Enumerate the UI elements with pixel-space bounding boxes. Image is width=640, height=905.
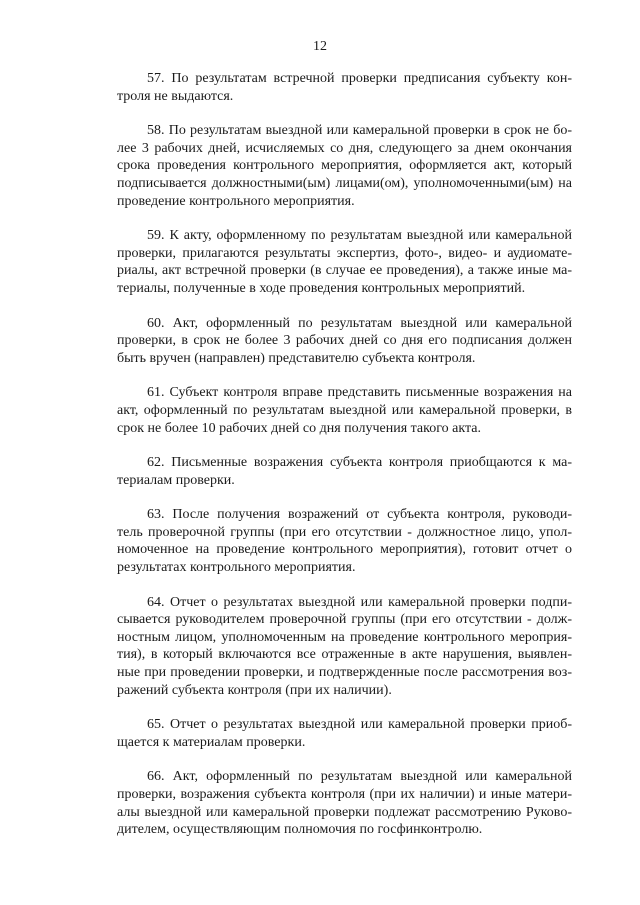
paragraph-line: тель проверочной группы (при его отсутствии - должностное лицо, упол- bbox=[117, 524, 572, 540]
paragraph bbox=[117, 122, 572, 210]
paragraph-line: подписывается должностными(ым) лицами(ом), уполномоченными(ым) на bbox=[117, 175, 572, 191]
paragraph bbox=[117, 506, 572, 576]
paragraph bbox=[117, 768, 572, 838]
paragraph-line: 66. Акт, оформленный по результатам выездной или камеральной bbox=[147, 769, 572, 785]
paragraph-line: тия), в который включаются все отраженные в акте нарушения, выявлен- bbox=[117, 647, 572, 663]
paragraph-line: ные при проведении проверки, и подтвержденные после рассмотрения воз- bbox=[117, 665, 572, 681]
paragraph bbox=[117, 384, 572, 437]
paragraph-line: ностным лицом, уполномоченным на проведение контрольного мероприя- bbox=[117, 629, 572, 645]
paragraph bbox=[117, 594, 572, 700]
paragraph-line: ражений субъекта контроля (при их наличии). bbox=[117, 682, 392, 698]
paragraph-line: алы выездной или камеральной проверки подлежат рассмотрению Руково- bbox=[117, 804, 572, 820]
paragraph-line: быть вручен (направлен) представителю субъекта контроля. bbox=[117, 350, 476, 366]
paragraph-line: 60. Акт, оформленный по результатам выездной или камеральной bbox=[147, 315, 572, 331]
paragraph bbox=[117, 315, 572, 368]
paragraph-line: дителем, осуществляющим полномочия по госфинконтролю. bbox=[117, 822, 483, 838]
paragraph-line: 65. Отчет о результатах выездной или камеральной проверки приоб- bbox=[147, 717, 572, 733]
paragraph-line: 64. Отчет о результатах выездной или камеральной проверки подпи- bbox=[147, 594, 572, 610]
paragraph-line: риалы, акт встречной проверки (в случае ее проведения), а также иные ма- bbox=[117, 263, 572, 279]
paragraph-line: териалам проверки. bbox=[117, 472, 235, 488]
paragraph bbox=[117, 454, 572, 489]
paragraph-line: троля не выдаются. bbox=[117, 88, 234, 104]
paragraph-line: результатах контрольного мероприятия. bbox=[117, 560, 356, 576]
paragraph bbox=[117, 227, 572, 297]
paragraph-line: проверки, прилагаются результаты экспертиз, фото-, видео- и аудиомате- bbox=[117, 245, 572, 261]
paragraph-line: 59. К акту, оформленному по результатам выездной или камеральной bbox=[147, 228, 572, 244]
paragraph-line: проверки, в срок не более 3 рабочих дней со дня его подписания должен bbox=[117, 333, 572, 349]
paragraph-line: акт, оформленный по результатам выездной или камеральной проверки, в bbox=[117, 402, 572, 418]
paragraph-line: номоченное на проведение контрольного мероприятия), готовит отчет о bbox=[117, 542, 572, 558]
paragraph-line: териалы, полученные в ходе проведения контрольных мероприятий. bbox=[117, 280, 526, 296]
paragraph bbox=[117, 716, 572, 751]
paragraph-line: 57. По результатам встречной проверки предписания субъекту кон- bbox=[147, 71, 572, 86]
paragraph-line: 61. Субъект контроля вправе представить письменные возражения на bbox=[147, 385, 572, 401]
paragraph-line: сывается руководителем проверочной группы (при его отсутствии - долж- bbox=[117, 612, 572, 628]
paragraph-line: 63. После получения возражений от субъекта контроля, руководи- bbox=[147, 507, 572, 523]
paragraph-line: 62. Письменные возражения субъекта контроля приобщаются к ма- bbox=[147, 455, 572, 471]
paragraph-line: лее 3 рабочих дней, исчисляемых со дня, следующего за днем окончания bbox=[117, 140, 572, 156]
paragraph-line: срок не более 10 рабочих дней со дня получения такого акта. bbox=[117, 420, 481, 436]
paragraph-line: щается к материалам проверки. bbox=[117, 734, 306, 750]
paragraph-line: проведение контрольного мероприятия. bbox=[117, 193, 355, 209]
paragraph-line: срока проведения контрольного мероприятия, оформляется акт, который bbox=[117, 158, 572, 174]
paragraph-line: проверки, возражения субъекта контроля (при их наличии) и иные матери- bbox=[117, 787, 572, 802]
paragraph bbox=[117, 70, 572, 105]
page-number: 12 bbox=[313, 39, 327, 54]
paragraph-line: 58. По результатам выездной или камеральной проверки в срок не бо- bbox=[147, 123, 572, 139]
document-body bbox=[117, 70, 572, 856]
